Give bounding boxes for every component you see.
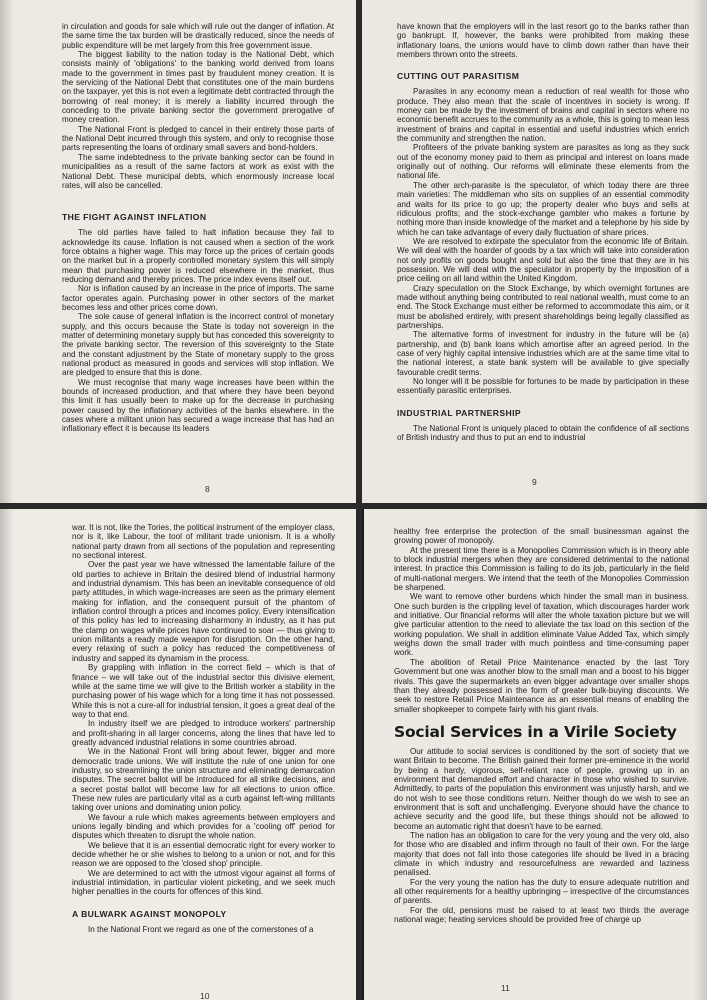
page-10 (0, 509, 357, 1000)
paragraph: The sole cause of general inflation is the incorrect control of monetary supply, and this occurs because the State is today not sovereign in the matter of determining monetary supply but has conceded this sovereignty to the private banking sector. The reversion of this sovereignty to the State and the constant adjustment by the State of monetary supply to the gross national product as measured in goods and services will stop inflation. We are pledged to ensure that this is done. (62, 312, 334, 378)
paragraph: Over the past year we have witnessed the lamentable failure of the old parties to achieve in Britain the desired blend of industrial harmony and industrial dynamism. This has been an inevitable consequence of old party attitudes, in which wage-increases are seen as the primary element making for inflation, and the consequent pursuit of the phantom of inflation control through a prices and incomes policy. Every intensification of this policy has led to increasing disharmony in industry, as it has put the clamp on wages while prices have continued to soar — thus giving to union militants a ready made weapon for disruption. On the other hand, every relaxing of such a policy has reduced the competitiveness of industry and sapped its dynamism in the process. (72, 560, 335, 663)
page-shadow-right (693, 509, 707, 1000)
page-shadow-left (0, 509, 14, 1000)
paragraph: For the very young the nation has the duty to ensure adequate nutrition and all other requirements for a healthy upbringing – irrespective of the circumstances of parents. (394, 877, 689, 906)
paragraph: Crazy speculation on the Stock Exchange, by which overnight fortunes are made without anything being contributed to real national wealth, must come to an end. The Stock Exchange must either be reformed to accommodate this aim, or it must be abolished entirely, with present shareholdings being legally classified as partnerships. (397, 283, 689, 330)
paragraph: For the old, pensions must be raised to at least two thirds the average national wage; heating services should be provided free of charge up (394, 905, 689, 925)
paragraph: By grappling with inflation in the correct field – which is that of finance – we will take out of the industrial sector this divisive element, while at the same time we will give to the British worker a stability in the purchasing power of his wage which for a long time it has not possessed. While this is not a cure-all for industrial tension, it goes a great deal of the way to that end. (72, 663, 335, 719)
paragraph: At the present time there is a Monopolies Commission which is in theory able to block industrial mergers when they are considered detrimental to the national interest. In practice this Commission is failing to do its job, particularly in the field of multi-national mergers. We intend that the teeth of the Monopolies Commission be sharpened. (394, 545, 689, 593)
page-9-body-middle (397, 87, 689, 395)
page-shadow-left (0, 0, 14, 503)
page-number: 11 (501, 983, 510, 993)
page-8-body-bottom (62, 228, 334, 434)
paragraph: The other arch-parasite is the speculator, of which today there are three main varieties: The middleman who sits on supplies of an essential commodity and waits for its price to go up; the property dealer who buys and sells at ridiculous profits; and the stock-exchange gambler who makes a fortune by nothing more than inside knowledge of the market and a telephone by his side by which he can take advantage of every daily fluctuation of share prices. (397, 180, 689, 237)
paragraph: The biggest liability to the nation today is the National Debt, which consists mainly of 'obligations' to the banking world derived from loans made to the government in times past by fraudulent money creation. It is the servicing of the National Debt that constitutes one of the main burdens on the taxpayer, yet this is not even a legitimate debt contracted through the borrowing of real money; it is merely a liability incurred through the conceding to the private banking sector the government prerogative of money creation. (62, 50, 334, 125)
paragraph: The same indebtedness to the private banking sector can be found in municipalities as a result of the same factors at work as exist with the National Debt. These municipal debts, which enormously increase local rates, will also be cancelled. (62, 152, 334, 190)
paragraph: In industry itself we are pledged to introduce workers' partnership and profit-sharing in all larger concerns, along the lines that have led to greatly advanced industrial relations in some countries abroad. (72, 719, 335, 747)
spread-gutter-horizontal (0, 503, 707, 509)
section-heading: CUTTING OUT PARASITISM (397, 71, 520, 82)
page-8 (0, 0, 356, 503)
paragraph: Nor is inflation caused by an increase in the price of imports. The same factor operates again. Purchasing power in other sectors of the market becomes less and other prices come down. (62, 284, 334, 312)
paragraph: The alternative forms of investment for industry in the future will be (a) partnership, and (b) bank loans which amortise after an agreed period. In the case of very highly capital intensive industries which are at the same time vital to the national interest, a state bank system will be available to give specially favourable credit terms. (397, 330, 689, 377)
page-11-body-bottom (394, 747, 689, 925)
page-10-body (72, 523, 335, 897)
paragraph: The National Front is uniquely placed to obtain the confidence of all sections of British industry and thus to put an end to industrial (397, 423, 689, 443)
paragraph: The old parties have failed to halt inflation because they fail to acknowledge its cause. Inflation is not caused when a section of the work force obtains a higher wage. This may force up the prices of certain goods on the market but in a properly controlled monetary system this will simply mean that purchasing power is reduced elsewhere in the market, thus reducing demand and thereby prices. The price index evens itself out. (62, 228, 334, 284)
paragraph: We want to remove other burdens which hinder the small man in business. One such burden is the crippling level of taxation, which discourages harder work and initiative. Our financial reforms will alter the whole taxation picture but we will give particular attention to the need to alleviate the tax load on this section of the working population. We shall in addition eliminate Value Added Tax, which simply weighs down the small trader with much pointless and time-consuming paper work. (394, 592, 689, 658)
paragraph: The National Front is pledged to cancel in their entirety those parts of the National Debt incurred through this system, and only to recognise those parts representing the loans of ordinary small savers and bond-holders. (62, 124, 334, 153)
chapter-heading: Social Services in a Virile Society (394, 722, 677, 741)
paragraph: The nation has an obligation to care for the very young and the very old, also for those who are disabled and infirm through no fault of their own. For the large majority that does not fall into those categories life should be lived in a bracing climate in which industry and resourcefulness are rewarded and laziness penalised. (394, 830, 689, 878)
paragraph: war. It is not, like the Tories, the political instrument of the employer class, nor is it, like Labour, the tool of militant trade unionism. It is a wholly national party drawn from all sections of the population and representing no sectional interest. (72, 523, 336, 561)
paragraph: have known that the employers will in the last resort go to the banks rather than go bankrupt. If, however, the banks were prohibited from making these inflationary loans, the unions would have to climb down rather than have their members thrown onto the streets. (397, 22, 689, 60)
paragraph: The abolition of Retail Price Maintenance enacted by the last Tory Government but one was another blow to the small man and a boost to his bigger rivals. This gave the supermarkets an even bigger advantage over smaller shops than they already possessed in the form of greater bulk-buying discounts. We seek to restore Retail Price Maintenance as an essential means of enabling the smaller shopkeeper to compete fairly with his giant rivals. (394, 657, 689, 714)
page-number: 8 (205, 484, 210, 494)
paragraph: No longer will it be possible for fortunes to be made by participation in these essentially parasitic enterprises. (397, 377, 689, 396)
section-heading: A BULWARK AGAINST MONOPOLY (72, 908, 227, 919)
page-shadow-right (693, 0, 707, 503)
paragraph: We are resolved to extirpate the speculator from the economic life of Britain. We will deal with the hoarder of goods by a tax which will take into consideration not only profits on goods bought and sold but also the time that they are in his possession. We will deal with the speculator in property by the imposition of a price ceiling on all land within the United Kingdom. (397, 236, 689, 284)
paragraph: In the National Front we regard as one of the cornerstones of a (88, 924, 314, 934)
page-9 (362, 0, 707, 503)
paragraph: healthy free enterprise the protection of the small businessman against the growing power of monopoly. (394, 527, 689, 546)
paragraph: Parasites in any economy mean a reduction of real wealth for those who produce. They also mean that the scale of incentives in society is wrong. If money can be made by the investment of brains and capital in sectors where no economic benefit accrues to the community as a whole, this is going to mean less investment of brains and capital in essential and useful industries which enrich the community and strengthen the nation. (397, 87, 689, 144)
page-8-body-top (62, 22, 334, 190)
paragraph: Our attitude to social services is conditioned by the sort of society that we want Britain to become. The British gained their former pre-eminence in the world by being a hardy, vigorous, self-reliant race of people, growing up in an environment that demanded effort and character in those who wished to survive. Admittedly, to parts of the population this environment was unjustly harsh, and we do not wish to see those conditions return. Neither though do we wish to see an environment that is soft and unchallenging. Everyone should have the chance to achieve security and the good life, but these things should not be allowed to become an automatic right that doesn't have to be earned. (394, 746, 689, 831)
paragraph: We are determined to act with the utmost vigour against all forms of industrial intimidation, in particular violent picketing, and we seek much higher penalties in the courts for offences of this kind. (72, 868, 335, 897)
paragraph: We in the National Front will bring about fewer, bigger and more democratic trade unions. We will institute the rule of one union for one industry, so streamlining the union structure and eliminating demarcation disputes. The secret ballot will be introduced for all strike decisions, and a secret postal ballot will become law for all elections to union office. These new rules are particularly vital as a curb against left-wing militants taking over unions and dominating union policy. (72, 747, 335, 813)
paragraph: Profiteers of the private banking system are parasites as long as they suck out of the economy money paid to them as principal and interest on loans made originally out of nothing. Our reforms will eliminate these elements from the national life. (397, 143, 689, 181)
paragraph: in circulation and goods for sale which will rule out the danger of inflation. At the same time the tax burden will be drastically reduced, since the needs of public expenditure will be met largely from this free government issue. (62, 22, 334, 50)
paragraph: We favour a rule which makes agreements between employers and unions legally binding and which provides for a 'cooling off' period for disputes which threaten to disrupt the whole nation. (72, 812, 335, 841)
spread-gutter-vertical (356, 0, 362, 1000)
page-11 (364, 509, 707, 1000)
section-heading: THE FIGHT AGAINST INFLATION (62, 212, 207, 223)
paragraph: We believe that it is an essential democratic right for every worker to decide whether he or she wishes to belong to a union or not, and for this reason we are opposed to the 'closed shop' principle. (72, 840, 335, 869)
page-number: 9 (532, 477, 537, 487)
page-11-body-top (394, 527, 689, 714)
page-number: 10 (200, 991, 210, 1000)
section-heading: INDUSTRIAL PARTNERSHIP (397, 407, 522, 418)
paragraph: We must recognise that many wage increases have been within the bounds of increased production, and that where they have been beyond this limit it has usually been to make up for the decrease in purchasing power caused by the inflationary activities of the banks elsewhere. In the cases where a militant union has secured a wage increase that has had an inflationary effect it is because its leaders (62, 377, 334, 434)
